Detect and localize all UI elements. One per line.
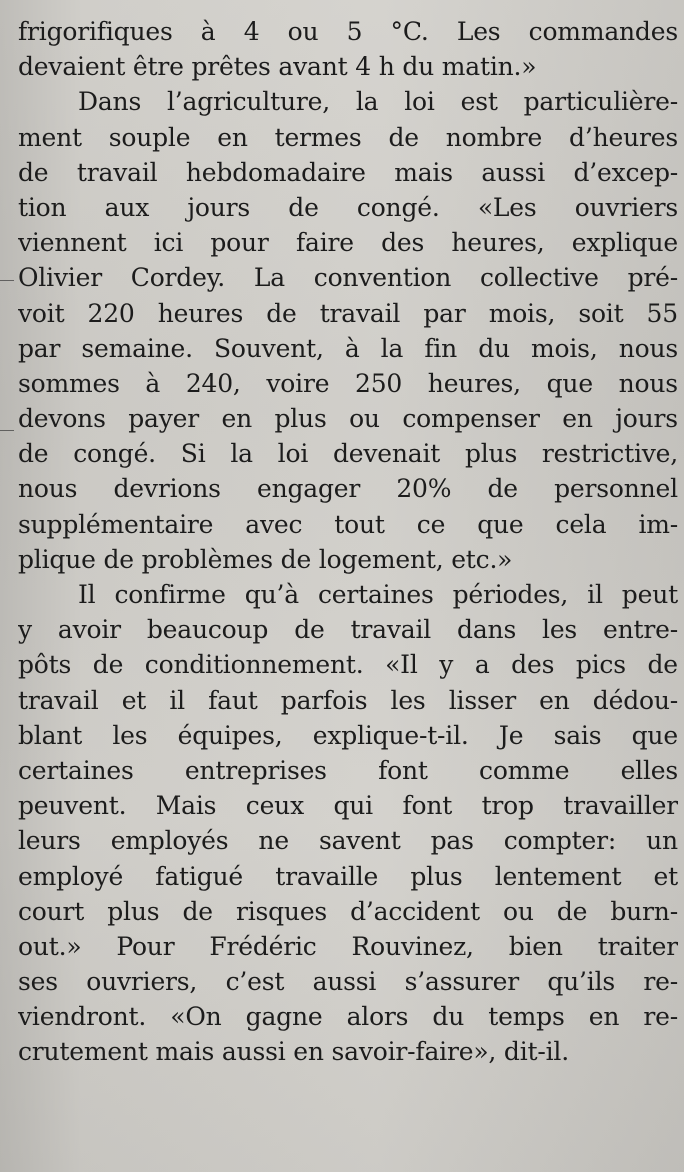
article-line: peuvent. Mais ceux qui font trop travailler — [18, 791, 678, 821]
article-line: employé fatigué travaille plus lentement et — [18, 861, 678, 891]
article-line: nous devrions engager 20% de personnel — [18, 474, 678, 504]
article-line: ment souple en termes de nombre d’heures — [18, 122, 678, 152]
article-line: tion aux jours de congé. «Les ouvriers — [18, 192, 678, 222]
article-line: court plus de risques d’accident ou de burn- — [18, 896, 678, 926]
article-line: viendront. «On gagne alors du temps en re- — [18, 1002, 678, 1032]
article-line: plique de problèmes de logement, etc.» — [18, 544, 513, 574]
article-line: devaient être prêtes avant 4 h du matin.» — [18, 52, 537, 82]
article-line: frigorifiques à 4 ou 5 °C. Les commandes — [18, 17, 678, 46]
article-line: ses ouvriers, c’est aussi s’assurer qu’ils re- — [18, 967, 678, 997]
article-line: Dans l’agriculture, la loi est particulière- — [78, 87, 678, 117]
article-line: pôts de conditionnement. «Il y a des pics de — [18, 650, 678, 680]
margin-rule-mark — [0, 430, 14, 431]
article-line: Olivier Cordey. La convention collective pré- — [18, 263, 678, 293]
article-line: leurs employés ne savent pas compter: un — [18, 826, 678, 856]
article-line: voit 220 heures de travail par mois, soit 55 — [18, 298, 678, 328]
article-line: crutement mais aussi en savoir-faire», dit-il. — [18, 1037, 569, 1067]
article-line: Il confirme qu’à certaines périodes, il peut — [78, 580, 678, 609]
article-line: certaines entreprises font comme elles — [18, 755, 678, 785]
article-line: y avoir beaucoup de travail dans les entre- — [18, 615, 678, 645]
article-line: supplémentaire avec tout ce que cela im- — [18, 509, 678, 539]
article-line: sommes à 240, voire 250 heures, que nous — [18, 368, 678, 398]
article-line: par semaine. Souvent, à la fin du mois, nous — [18, 333, 678, 363]
article-line: travail et il faut parfois les lisser en dédou- — [18, 685, 678, 715]
margin-rule-mark — [0, 280, 14, 281]
article-line: out.» Pour Frédéric Rouvinez, bien traiter — [18, 931, 678, 961]
article-line: de congé. Si la loi devenait plus restrictive, — [18, 439, 678, 469]
article-column — [18, 14, 678, 1070]
article-line: blant les équipes, explique-t-il. Je sais que — [18, 720, 678, 750]
article-line: viennent ici pour faire des heures, explique — [18, 228, 678, 258]
article-line: devons payer en plus ou compenser en jours — [18, 404, 678, 434]
article-line: de travail hebdomadaire mais aussi d’excep- — [18, 157, 678, 187]
